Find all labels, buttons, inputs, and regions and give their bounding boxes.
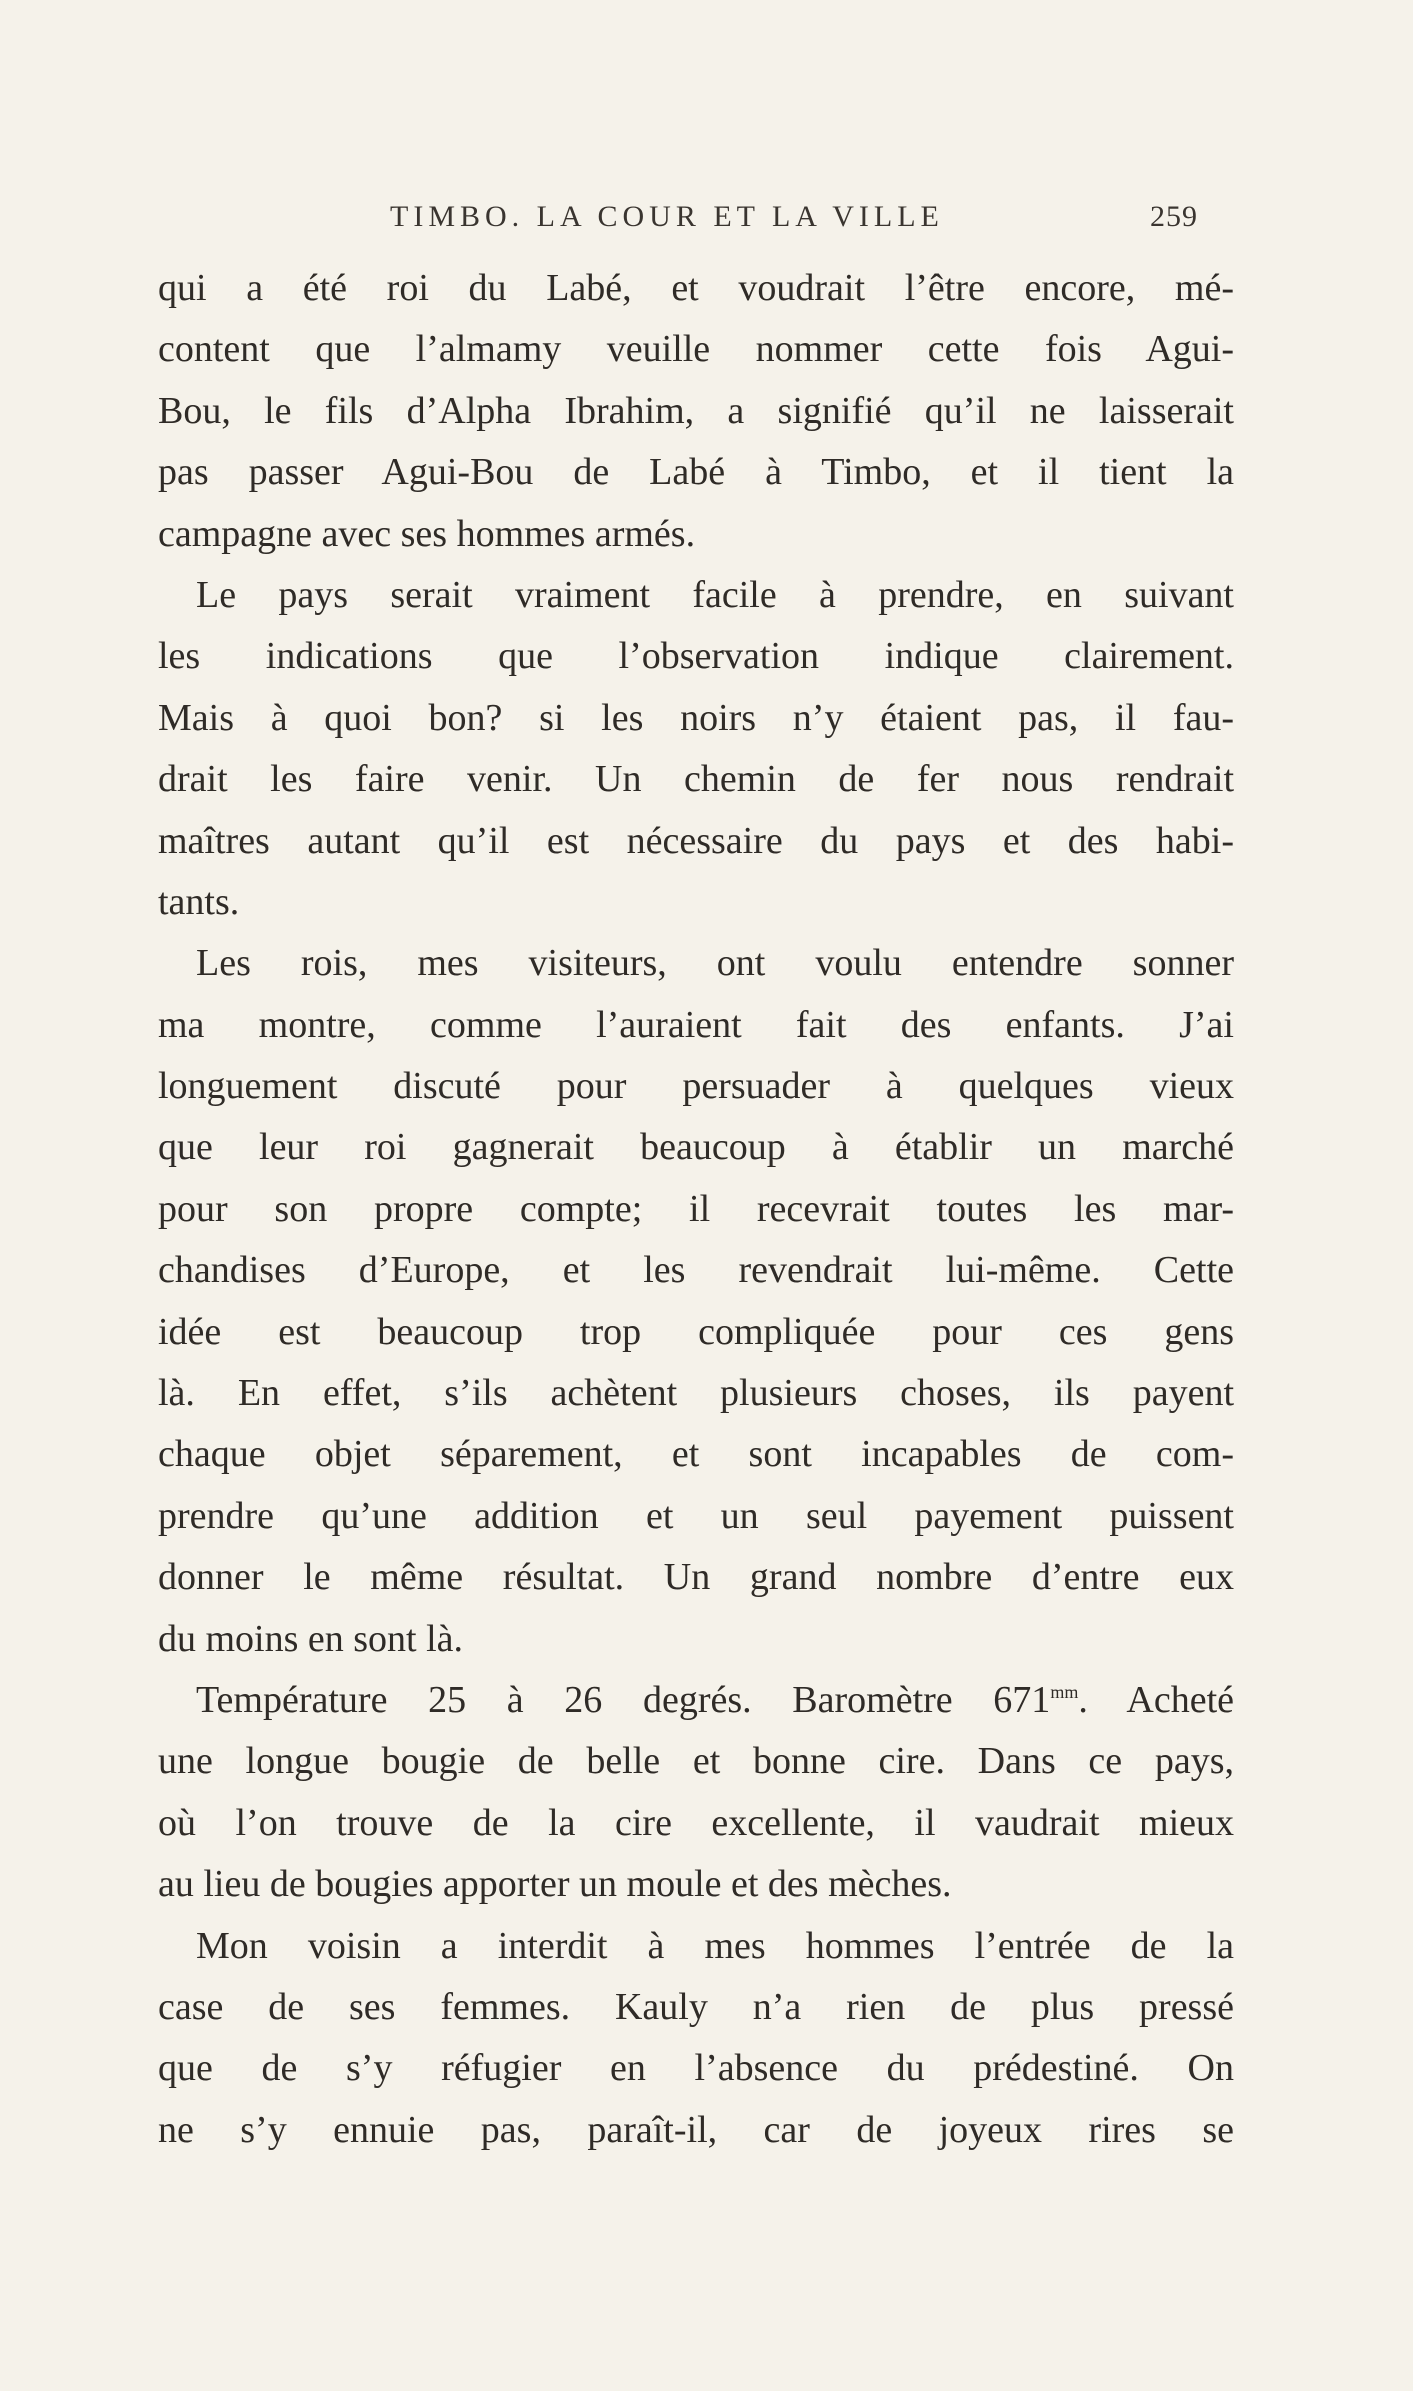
text-line: ma montre, comme l’auraient fait des enfants. J’ai <box>158 1003 1234 1046</box>
text-line: là. En effet, s’ils achètent plusieurs choses, ils payent <box>158 1372 1234 1415</box>
text-line: chandises d’Europe, et les revendrait lui-même. Cette <box>158 1249 1234 1292</box>
text-line: tants. <box>158 880 240 923</box>
text-line: Mais à quoi bon? si les noirs n’y étaient pas, il fau- <box>158 696 1234 739</box>
text-line: que de s’y réfugier en l’absence du prédestiné. On <box>158 2047 1234 2090</box>
text-line: chaque objet séparement, et sont incapables de com- <box>158 1433 1234 1476</box>
text-line: longuement discuté pour persuader à quelques vieux <box>158 1065 1234 1108</box>
text-line: campagne avec ses hommes armés. <box>158 512 696 555</box>
text-line: idée est beaucoup trop compliquée pour ces gens <box>158 1310 1234 1353</box>
temperature-text: Température 25 à 26 degrés. Baromètre 671 <box>196 1678 1051 1721</box>
text-line: où l’on trouve de la cire excellente, il vaudrait mieux <box>158 1801 1234 1844</box>
text-line-temperature <box>158 1670 1234 1731</box>
running-title: TIMBO. LA COUR ET LA VILLE <box>390 200 944 233</box>
text-line: Mon voisin a interdit à mes hommes l’entrée de la <box>196 1924 1234 1967</box>
text-line: maîtres autant qu’il est nécessaire du pays et des habi- <box>158 819 1234 862</box>
text-line: du moins en sont là. <box>158 1617 464 1660</box>
text-line: Bou, le fils d’Alpha Ibrahim, a signifié qu’il ne laisserait <box>158 389 1234 432</box>
text-line: Le pays serait vraiment facile à prendre, en suivant <box>196 573 1234 616</box>
page-number: 259 <box>1150 200 1198 233</box>
body-text <box>158 258 1234 2161</box>
text-line: qui a été roi du Labé, et voudrait l’être encore, mé- <box>158 267 1234 309</box>
text-line: drait les faire venir. Un chemin de fer nous rendrait <box>158 758 1234 801</box>
text-line: content que l’almamy veuille nommer cette fois Agui- <box>158 328 1234 371</box>
text-line: case de ses femmes. Kauly n’a rien de plus pressé <box>158 1985 1234 2028</box>
millimeter-superscript: mm <box>1050 1681 1079 1702</box>
text-line: donner le même résultat. Un grand nombre d’entre eux <box>158 1556 1234 1599</box>
text-line: les indications que l’observation indique clairement. <box>158 635 1234 678</box>
text-line: Les rois, mes visiteurs, ont voulu entendre sonner <box>196 942 1234 985</box>
text-line: ne s’y ennuie pas, paraît-il, car de joyeux rires se <box>158 2108 1234 2151</box>
purchase-text: . Acheté <box>1078 1678 1234 1721</box>
text-line: pas passer Agui-Bou de Labé à Timbo, et il tient la <box>158 451 1234 494</box>
text-line: pour son propre compte; il recevrait toutes les mar- <box>158 1187 1234 1230</box>
text-line: que leur roi gagnerait beaucoup à établir un marché <box>158 1126 1234 1169</box>
text-line: une longue bougie de belle et bonne cire. Dans ce pays, <box>158 1740 1234 1783</box>
text-line: au lieu de bougies apporter un moule et des mèches. <box>158 1863 952 1906</box>
text-line: prendre qu’une addition et un seul payement puissent <box>158 1494 1234 1537</box>
